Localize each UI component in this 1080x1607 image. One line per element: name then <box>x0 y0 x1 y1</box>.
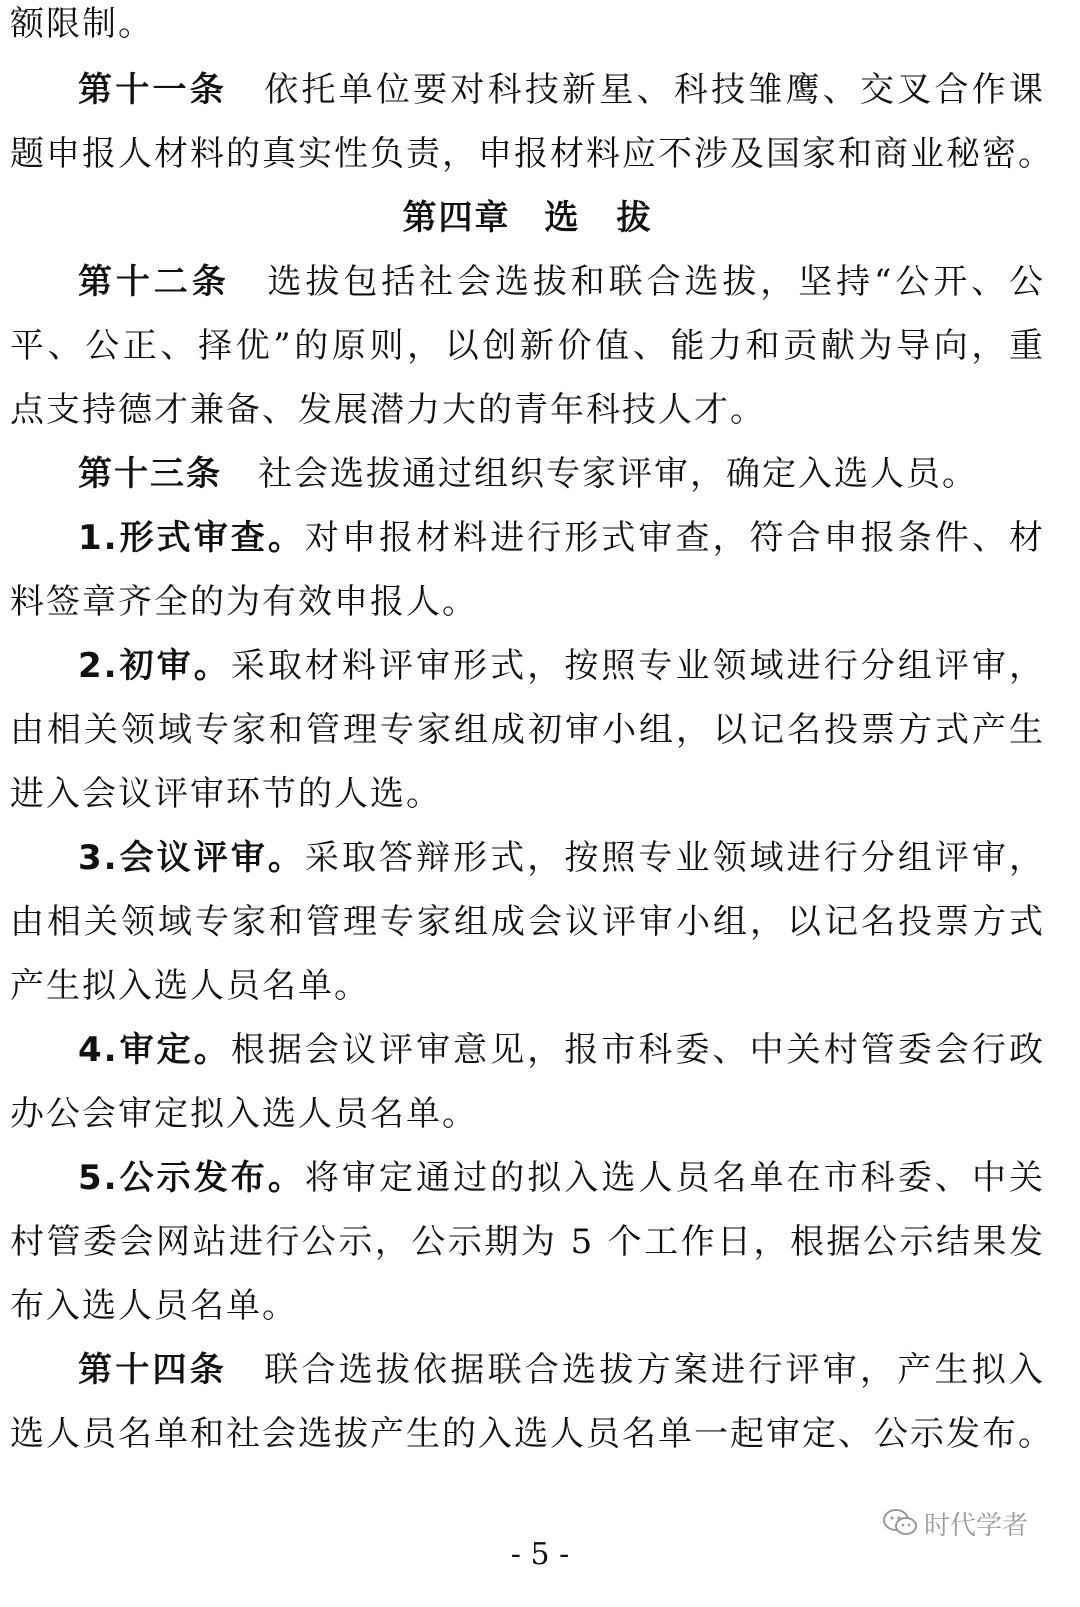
article-label: 第十二条 <box>78 262 230 302</box>
item-label: 3.会议评审。 <box>78 838 305 878</box>
item-4-line-2: 办公会审定拟入选人员名单。 <box>10 1094 478 1134</box>
article-label: 第十三条 <box>78 454 222 494</box>
item-5-line-2: 村管委会网站进行公示，公示期为 5 个工作日，根据公示结果发 <box>10 1222 1045 1262</box>
article-label: 第十一条 <box>78 70 227 110</box>
item-3-line-2: 由相关领域专家和管理专家组成会议评审小组，以记名投票方式 <box>10 902 1045 942</box>
item-label: 4.审定。 <box>78 1030 231 1070</box>
item-4-line-1: 4.审定。根据会议评审意见，报市科委、中关村管委会行政 <box>78 1030 1046 1070</box>
article-12-line-1: 第十二条 选拔包括社会选拔和联合选拔，坚持“公开、公 <box>78 262 1045 302</box>
article-11-line-2: 题申报人材料的真实性负责，申报材料应不涉及国家和商业秘密。 <box>10 134 1054 174</box>
item-2-line-2: 由相关领域专家和管理专家组成初审小组，以记名投票方式产生 <box>10 710 1045 750</box>
item-2-line-3: 进入会议评审环节的人选。 <box>10 774 442 814</box>
wechat-icon <box>882 1508 918 1538</box>
article-12-line-3: 点支持德才兼备、发展潜力大的青年科技人才。 <box>10 390 766 430</box>
item-3-line-1: 3.会议评审。采取答辩形式，按照专业领域进行分组评审， <box>78 838 1046 878</box>
article-label: 第十四条 <box>78 1350 227 1390</box>
item-3-line-3: 产生拟入选人员名单。 <box>10 966 370 1006</box>
page-number: - 5 - <box>510 1537 570 1572</box>
item-1-line-1: 1.形式审查。对申报材料进行形式审查，符合申报条件、材 <box>78 518 1046 558</box>
item-label: 5.公示发布。 <box>78 1158 305 1198</box>
item-5-line-1: 5.公示发布。将审定通过的拟入选人员名单在市科委、中关 <box>78 1158 1046 1198</box>
item-1-line-2: 料签章齐全的为有效申报人。 <box>10 582 478 622</box>
article-11-line-1: 第十一条 依托单位要对科技新星、科技雏鹰、交叉合作课 <box>78 70 1046 110</box>
item-label: 1.形式审查。 <box>78 518 305 558</box>
article-13-line-1: 第十三条 社会选拔通过组织专家评审，确定入选人员。 <box>78 454 978 494</box>
article-12-line-2: 平、公正、择优”的原则，以创新价值、能力和贡献为导向，重 <box>10 326 1045 366</box>
chapter-heading: 第四章 选 拔 <box>402 198 653 238</box>
article-14-line-1: 第十四条 联合选拔依据联合选拔方案进行评审，产生拟入 <box>78 1350 1046 1390</box>
watermark-text: 时代学者 <box>923 1510 1028 1541</box>
text-line: 额限制。 <box>10 4 154 44</box>
article-14-line-2: 选人员名单和社会选拔产生的入选人员名单一起审定、公示发布。 <box>10 1414 1054 1454</box>
item-label: 2.初审。 <box>78 646 231 686</box>
item-5-line-3: 布入选人员名单。 <box>10 1286 298 1326</box>
item-2-line-1: 2.初审。采取材料评审形式，按照专业领域进行分组评审， <box>78 646 1046 686</box>
